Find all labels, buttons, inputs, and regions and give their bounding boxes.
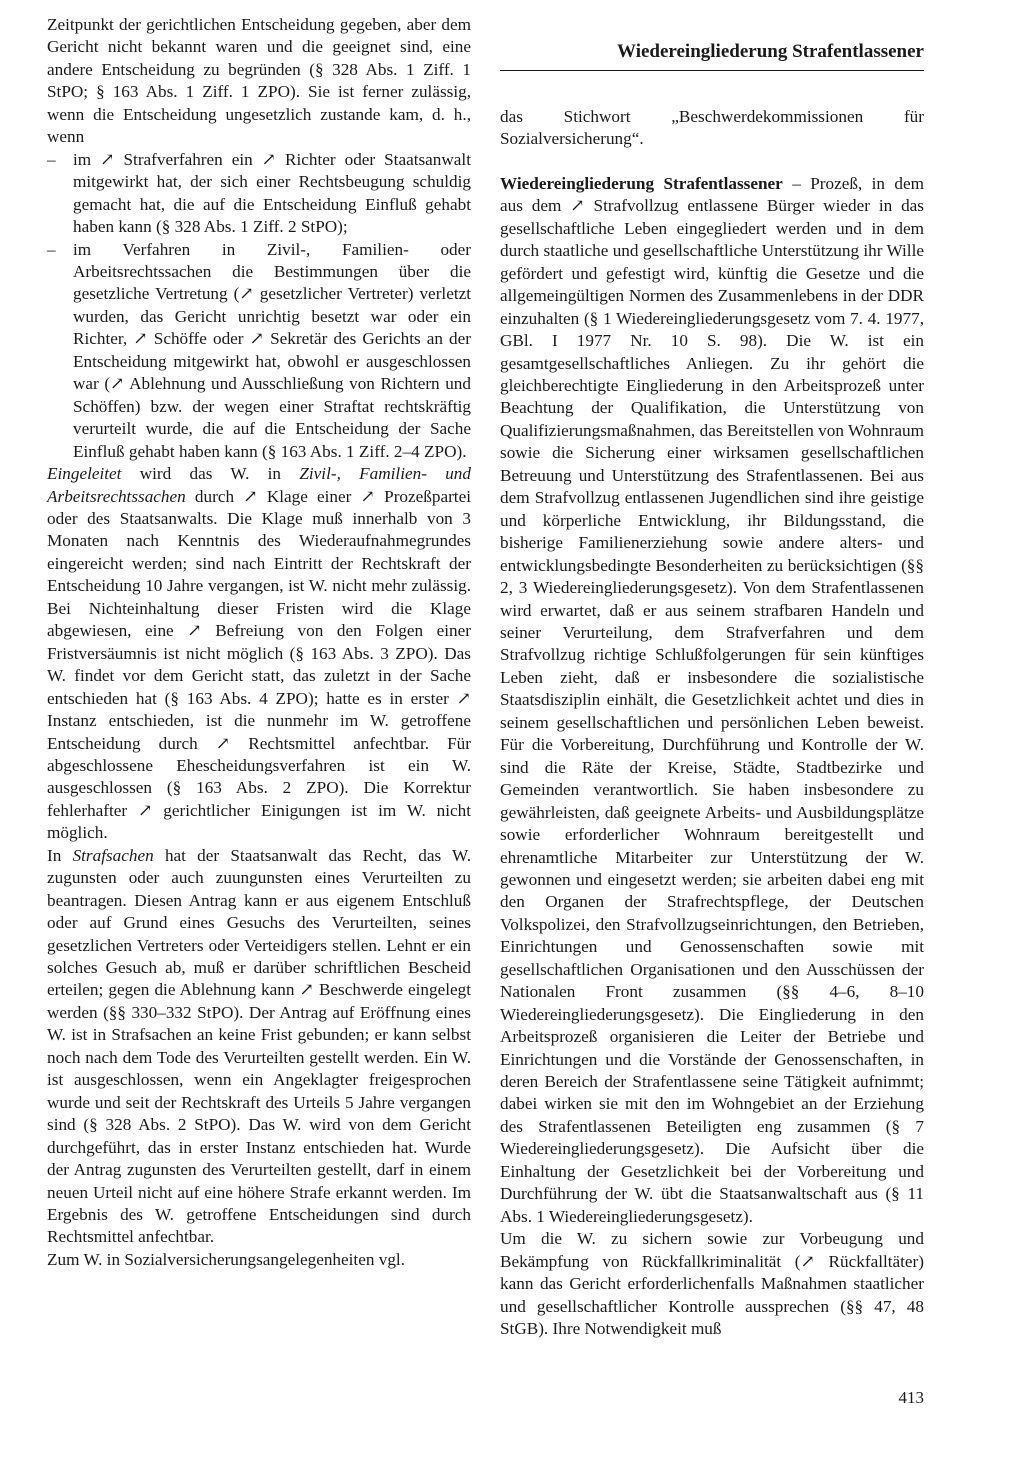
emphasis: Eingeleitet xyxy=(47,464,122,484)
left-paragraph-4: Zum W. in Sozialversicherungsangelegenheiten vgl. xyxy=(47,1249,405,1269)
dash-bullet: – xyxy=(47,149,56,169)
dictionary-entry xyxy=(500,173,924,1228)
emphasis: Strafsachen xyxy=(72,845,154,865)
left-paragraph-1: Zeitpunkt der gerichtlichen Entscheidung gegeben, aber dem Gericht nicht bekannt waren und die geeignet sind, eine andere Entscheidung zu begründen (§ 328 Abs. 1 Ziff. 1 StPO; § 163 Abs. 1 Ziff. 1 ZPO). Sie ist ferner zulässig, wenn die Entscheidung ungesetzlich zustande kam, d. h., wenn xyxy=(47,15,471,147)
running-head: Wiedereingliederung Strafentlassener xyxy=(500,40,924,71)
emphasis: Zivil-, Familien- und Arbeitsrechtssachen xyxy=(47,464,471,506)
entry-headword: Wiedereingliederung Strafentlassener xyxy=(500,173,783,193)
dash-bullet: – xyxy=(47,239,56,259)
left-column xyxy=(47,14,471,1271)
list-item-2 xyxy=(47,239,471,464)
left-paragraph-2 xyxy=(47,463,471,845)
page-number: 413 xyxy=(898,1388,924,1407)
text-run: In xyxy=(47,845,73,865)
right-paragraph-3: Um die W. zu sichern sowie zur Vorbeugung und Bekämpfung von Rückfallkriminalität (↗ Rückfalltäter) kann das Gericht erforderlichenfalls Maßnahmen staatlicher und gesellschaftlicher Kontrolle aussprechen (§§ 47, 48 StGB). Ihre Notwendigkeit muß xyxy=(500,1229,924,1339)
right-column xyxy=(500,106,924,1340)
paragraph-gap xyxy=(500,151,924,173)
text-run: hat der Staatsanwalt das Recht, das W. zugunsten oder auch zuungunsten eines Verurteilten zu beantragen. Diesen Antrag kann er aus eigenem Entschluß oder auf Grund eines Gesuchs des Verurteilten, seines gesetzlichen Vertreters oder Verteidigers stellen. Lehnt er ein solches Gesuch ab, muß er darüber schriftlichen Bescheid erteilen; gegen die Ablehnung kann ↗ Beschwerde eingelegt werden (§§ 330–332 StPO). Der Antrag auf Eröffnung eines W. ist in Strafsachen an keine Frist gebunden; er kann selbst noch nach dem Tode des Verurteilten gestellt werden. Ein W. ist ausgeschlossen, wenn ein Angeklagter freigesprochen wurde und seit der Rechtskraft des Urteils 5 Jahre vergangen sind (§ 328 Abs. 2 StPO). Das W. wird von dem Gericht durchgeführt, das in erster Instanz entschieden hat. Wurde der Antrag zugunsten des Verurteilten gestellt, darf in einem neuen Urteil nicht auf eine höhere Strafe erkannt werden. Im Ergebnis des W. getroffene Entscheidungen sind durch Rechtsmittel anfechtbar. xyxy=(47,845,471,1247)
entry-body: – Prozeß, in dem aus dem ↗ Strafvollzug entlassene Bürger wieder in das gesellschaftliche Leben eingegliedert werden und in dem durch staatliche und gesellschaftliche Unterstützung ihr Wille gefördert und gefestigt wird, künftig die Gesetze und die allgemeingültigen Normen des Zusammenlebens in der DDR einzuhalten (§ 1 Wiedereingliederungsgesetz vom 7. 4. 1977, GBl. I 1977 Nr. 10 S. 98). Die W. ist ein gesamtgesellschaftliches Anliegen. Zu ihr gehört die gleichberechtigte Eingliederung in den Arbeitsprozeß unter Beachtung der Qualifikation, die Unterstützung von Qualifizierungsmaßnahmen, das Bereitstellen von Wohnraum sowie die Sicherung einer wirksamen gesellschaftlichen Betreuung und Unterstützung des Strafentlassenen. Bei aus dem Strafvollzug entlassenen Jugendlichen sind ihre geistige und körperliche Entwicklung, ihr Bildungsstand, die bisherige Familienerziehung sowie andere alters- und entwicklungsbedingte Besonderheiten zu berücksichtigen (§§ 2, 3 Wiedereingliederungsgesetz). Von dem Strafentlassenen wird erwartet, daß er aus seinem strafbaren Handeln und seiner Verurteilung, dem Strafverfahren und dem Strafvollzug richtige Schlußfolgerungen für sein künftiges Leben zieht, daß er insbesondere die sozialistische Staatsdisziplin einhält, die Gesetzlichkeit achtet und dies in seinem gesellschaftlichen und persönlichen Leben beweist. Für die Vorbereitung, Durchführung und Kontrolle der W. sind die Räte der Kreise, Städte, Stadtbezirke und Gemeinden verantwortlich. Sie haben insbesondere zu gewährleisten, daß geeignete Arbeits- und Ausbildungsplätze sowie erforderlicher Wohnraum bereitgestellt und ehrenamtliche Mitarbeiter zur Unterstützung der W. gewonnen und eingesetzt werden; sie arbeiten dabei eng mit den Organen der Strafrechtspflege, der Deutschen Volkspolizei, den Strafvollzugseinrichtungen, den Betrieben, Einrichtungen und Genossenschaften sowie mit gesellschaftlichen Organisationen und den Ausschüssen der Nationalen Front zusammen (§§ 4–6, 8–10 Wiedereingliederungsgesetz). Die Eingliederung in den Arbeitsprozeß organisieren die Leiter der Betriebe und Einrichtungen und die Vorstände der Genossenschaften, in deren Bereich der Strafentlassene seine Tätigkeit aufnimmt; dabei wirken sie mit den im Wohngebiet an der Erziehung des Strafentlassenen Beteiligten eng zusammen (§ 7 Wiedereingliederungsgesetz). Die Aufsicht über die Einhaltung der Gesetzlichkeit bei der Vorbereitung und Durchführung der W. übt die Staatsanwaltschaft aus (§ 11 Abs. 1 Wiedereingliederungsgesetz). xyxy=(500,173,924,1226)
right-paragraph-1: das Stichwort „Beschwerdekommissionen für Sozialversicherung“. xyxy=(500,107,924,149)
list-item-text: im ↗ Strafverfahren ein ↗ Richter oder Staatsanwalt mitgewirkt hat, der sich einer Rechtsbeugung schuldig gemacht hat, die auf die Entscheidung Einfluß gehabt haben kann (§ 328 Abs. 1 Ziff. 2 StPO); xyxy=(73,149,471,237)
text-run: wird das W. in xyxy=(121,464,300,484)
left-paragraph-3 xyxy=(47,845,471,1249)
list-item-1 xyxy=(47,149,471,239)
list-item-text: im Verfahren in Zivil-, Familien- oder Arbeitsrechtssachen die Bestimmungen über die gesetzliche Vertretung (↗ gesetzlicher Vertreter) verletzt wurden, das Gericht unrichtig besetzt war oder ein Richter, ↗ Schöffe oder ↗ Sekretär des Gerichts an der Entscheidung mitgewirkt hat, obwohl er ausgeschlossen war (↗ Ablehnung und Ausschließung von Richtern und Schöffen) bzw. der wegen einer Straftat rechtskräftig verurteilt wurde, die auf die Entscheidung der Sache Einfluß gehabt haben kann (§ 163 Abs. 1 Ziff. 2–4 ZPO). xyxy=(73,239,471,461)
text-run: durch ↗ Klage einer ↗ Prozeßpartei oder des Staatsanwalts. Die Klage muß innerhalb von 3 Monaten nach Kenntnis des Wiederaufnahmegrundes eingereicht werden; sind nach Eintritt der Rechtskraft der Entscheidung 10 Jahre vergangen, ist W. nicht mehr zulässig. Bei Nichteinhaltung dieser Fristen wird die Klage abgewiesen, eine ↗ Befreiung von den Folgen einer Fristversäumnis ist nicht möglich (§ 163 Abs. 3 ZPO). Das W. findet vor dem Gericht statt, das zuletzt in der Sache entschieden hat (§ 163 Abs. 4 ZPO); hatte es in erster ↗ Instanz entschieden, ist die nunmehr im W. getroffene Entscheidung durch ↗ Rechtsmittel anfechtbar. Für abgeschlossene Ehescheidungsverfahren ist ein W. ausgeschlossen (§ 163 Abs. 2 ZPO). Die Korrektur fehlerhafter ↗ gerichtlicher Einigungen ist im W. nicht möglich. xyxy=(47,486,471,843)
